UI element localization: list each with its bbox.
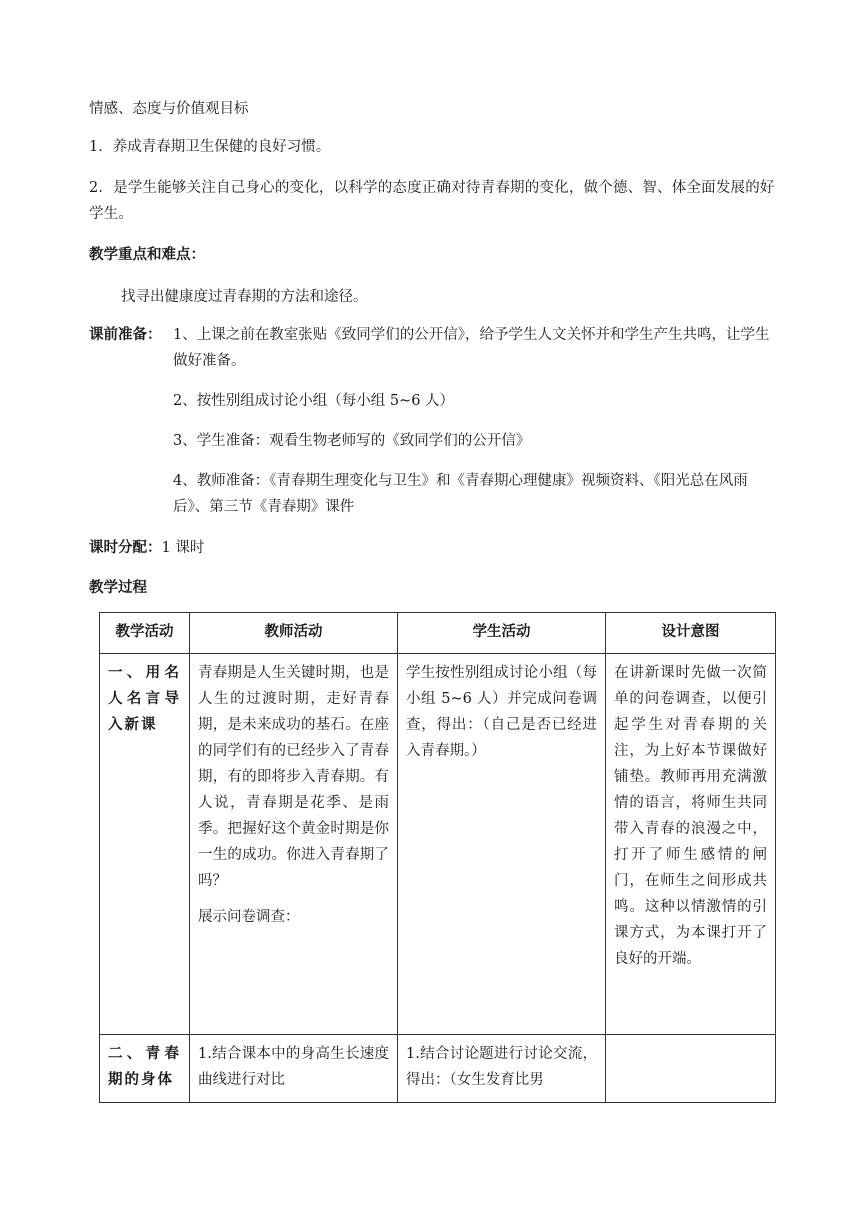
table-header-row	[100, 613, 776, 654]
header-activity: 教学活动	[100, 613, 190, 654]
goal-item-1: 1．养成青春期卫生保健的良好习惯。	[89, 139, 331, 155]
row1-activity: 一、用名人名言导入新课	[100, 654, 190, 1035]
goals-heading: 情感、态度与价值观目标	[89, 101, 249, 117]
header-teacher: 教师活动	[190, 613, 398, 654]
preparation-item-1-text: 1、上课之前在教室张贴《致同学们的公开信》，给予学生人文关怀并和学生产生共鸣，让学生做好准备。	[173, 327, 770, 369]
row1-teacher	[190, 654, 398, 1035]
row2-activity: 二、青春期的身体	[100, 1035, 190, 1103]
preparation-item-1	[173, 322, 779, 374]
schedule-label: 课时分配：	[89, 539, 162, 556]
process-heading: 教学过程	[89, 579, 147, 596]
preparation-label: 课前准备：	[89, 326, 162, 343]
table-row	[100, 654, 776, 1035]
preparation-item-3: 3、学生准备：观看生物老师写的《致同学们的公开信》	[173, 433, 531, 449]
table-row	[100, 1035, 776, 1103]
row2-student: 1.结合讨论题进行讨论交流，得出：（女生发育比男	[398, 1035, 606, 1103]
goal-item-2: 2．是学生能够关注自己身心的变化，以科学的态度正确对待青春期的变化，做个德、智、体全面发展的好学生。	[89, 180, 775, 222]
row2-intent	[606, 1035, 776, 1103]
key-points-text: 找寻出健康度过青春期的方法和途径。	[121, 289, 368, 305]
header-student: 学生活动	[398, 613, 606, 654]
row1-intent: 在讲新课时先做一次简单的问卷调查，以便引起学生对青春期的关注，为上好本节课做好铺垫。教师再用充满激情的语言，将师生共同带入青春的浪漫之中，打开了师生感情的闸门，在师生之间形成共鸣。这种以情激情的引课方式，为本课打开了良好的开端。	[606, 654, 776, 1035]
row1-student: 学生按性别组成讨论小组（每小组 5~6 人）并完成问卷调查，得出：（自己是否已经进入青春期。）	[398, 654, 606, 1035]
row1-teacher-text: 青春期是人生关键时期，也是人生的过渡时期，走好青春期，是未来成功的基石。在座的同学们有的已经步入了青春期，有的即将步入青春期。有人说，青春期是花季、是雨季。把握好这个黄金时期是你一生的成功。你进入青春期了吗？	[198, 665, 389, 889]
schedule-line	[89, 535, 778, 561]
schedule-value: 1 课时	[161, 540, 205, 556]
row1-teacher-text-2: 展示问卷调查：	[198, 909, 300, 925]
preparation-item-2: 2、按性别组成讨论小组（每小组 5~6 人）	[173, 393, 455, 409]
lesson-table	[99, 612, 776, 1103]
row2-teacher: 1.结合课本中的身高生长速度曲线进行对比	[190, 1035, 398, 1103]
header-intent: 设计意图	[606, 613, 776, 654]
key-points-heading: 教学重点和难点：	[89, 246, 205, 263]
preparation-item-4: 4、教师准备：《青春期生理变化与卫生》和《青春期心理健康》视频资料、《阳光总在风雨后》、第三节《青春期》课件	[173, 473, 748, 515]
